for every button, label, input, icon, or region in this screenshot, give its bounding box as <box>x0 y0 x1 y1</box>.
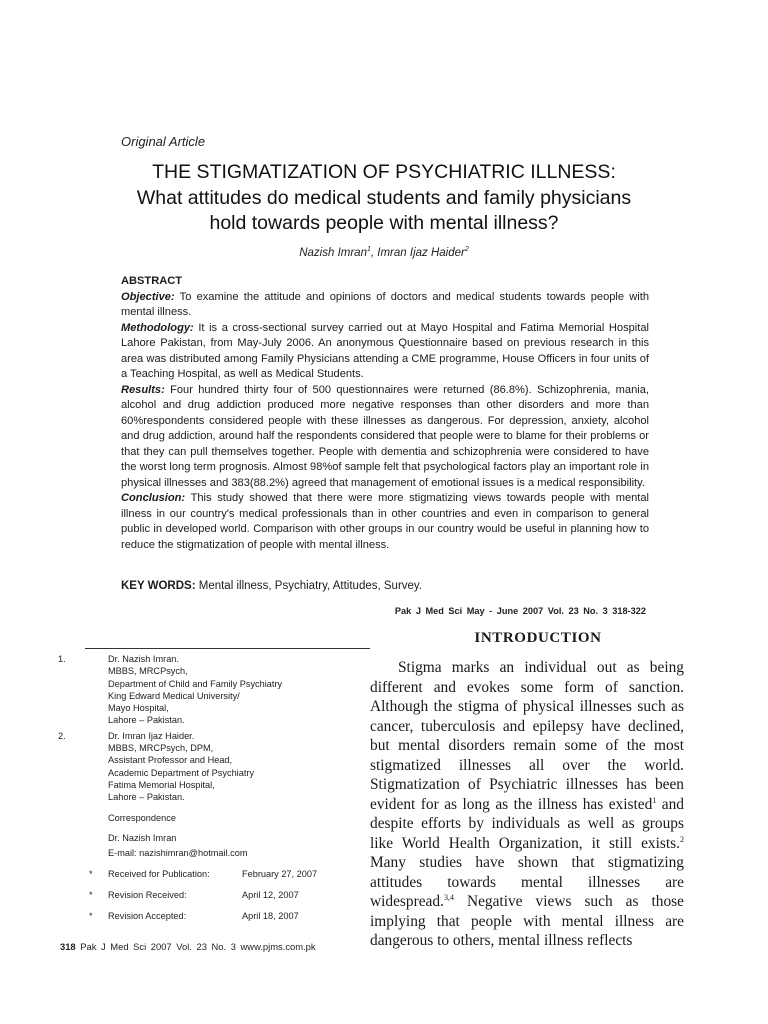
footnote-divider <box>85 648 370 649</box>
author-name: Nazish Imran <box>299 246 367 259</box>
date-label: Received for Publication: <box>108 869 210 879</box>
date-value: April 12, 2007 <box>242 890 299 900</box>
date-row <box>58 911 378 932</box>
affiliation-2 <box>58 730 368 804</box>
correspondence-details <box>58 832 368 860</box>
affiliation-line: Department of Child and Family Psychiatry <box>108 678 283 689</box>
conclusion-text: This study showed that there were more stigmatizing views towards people with mental illness in our country's medical professionals than in other countries and even in comparison to general public in developed world. Comparison with other groups in our country would be useful in planning how to reduce the stigmatization of people with mental illness. <box>121 492 649 551</box>
article-type: Original Article <box>121 134 206 149</box>
page-footer <box>60 941 316 952</box>
date-label: Revision Accepted: <box>108 911 187 921</box>
affiliation-line: Lahore – Pakistan. <box>108 715 185 726</box>
affiliation-line: Dr. Imran Ijaz Haider. <box>108 730 195 741</box>
publication-dates <box>58 869 378 932</box>
correspondence-label: Correspondence <box>108 812 176 823</box>
correspondence-email: E-mail: nazishimran@hotmail.com <box>108 848 248 859</box>
date-row <box>58 890 378 911</box>
affiliation-line: Lahore – Pakistan. <box>108 792 185 803</box>
methodology-label: Methodology: <box>121 321 194 334</box>
abstract <box>121 274 649 553</box>
affiliation-line: Assistant Professor and Head, <box>108 755 233 766</box>
affiliation-line: Academic Department of Psychiatry <box>108 767 255 778</box>
results-text: Four hundred thirty four of 500 questionnaires were returned (86.8%). Schizophrenia, mania, alcohol and drug addiction produced more negative responses than other disorders and more than 60%respondents considered people with these illnesses as dangerous. For depression, anxiety, alcohol and drug addiction, around half the respondents considered that people were to blame for their problems or that they can pull themselves together. People with dementia and schizophrenia were considered to have the worst long term prognosis. Almost 98%of sample felt that psychological factors play an important role in physical illnesses and 383(88.2%) agreed that management of emotional issues is a medical responsibility. <box>121 383 649 489</box>
article-title-line-1: THE STIGMATIZATION OF PSYCHIATRIC ILLNESS: <box>152 161 616 183</box>
body-text: Stigma marks an individual out as being different and evokes some form of sanction. Although the stigma of physical illnesses such as cancer, tuberculosis and epilepsy have declined, but mental disorders remain some of the most stigmatized illnesses all over the world. Stigmatization of Psychiatric illnesses has been evident for as long as the illness has existed <box>370 659 684 813</box>
affiliation-number: 1. <box>58 654 66 664</box>
introduction-heading: INTRODUCTION <box>474 630 602 646</box>
affiliation-number: 2. <box>58 730 66 741</box>
results-label: Results: <box>121 383 165 396</box>
correspondence-name: Dr. Nazish Imran <box>108 832 177 843</box>
keywords-text: Mental illness, Psychiatry, Attitudes, Survey. <box>195 580 423 592</box>
journal-citation: Pak J Med Sci May - June 2007 Vol. 23 No. 3 318-322 <box>394 606 646 616</box>
objective-text: To examine the attitude and opinions of doctors and medical students towards people with mental illness. <box>121 290 649 318</box>
affiliation-1 <box>58 653 368 727</box>
author-affiliation-mark: 1 <box>366 246 371 253</box>
abstract-methodology <box>121 321 649 383</box>
article-title-line-3: hold towards people with mental illness? <box>209 212 559 234</box>
date-row <box>58 869 378 890</box>
date-value: February 27, 2007 <box>242 869 318 879</box>
reference-marker: 1 <box>652 795 657 805</box>
abstract-results <box>121 383 649 492</box>
body-text: Many studies have shown that stigmatizing attitudes towards mental illnesses are widespread. <box>370 854 684 910</box>
bullet-marker: * <box>89 890 93 900</box>
affiliation-line: King Edward Medical University/ <box>108 690 240 701</box>
affiliation-line: Mayo Hospital, <box>108 703 169 714</box>
abstract-conclusion <box>121 491 649 553</box>
reference-marker: 3,4 <box>443 892 454 902</box>
body-text: Negative views such as those implying that people with mental illness are dangerous to others, mental illness reflects <box>370 893 684 949</box>
introduction-body <box>370 658 684 951</box>
body-text: and despite efforts by individuals as well as groups like World Health Organization, it still exists. <box>370 795 684 852</box>
author-affiliation-mark: 2 <box>464 246 469 253</box>
keywords <box>121 580 649 592</box>
date-value: April 18, 2007 <box>242 911 299 921</box>
affiliation-line: Fatima Memorial Hospital, <box>108 779 215 790</box>
introduction-paragraph <box>370 658 684 951</box>
affiliation-line: MBBS, MRCPsych, DPM, <box>108 743 214 754</box>
author-affiliations <box>58 653 368 859</box>
affiliation-line: MBBS, MRCPsych, <box>108 666 188 677</box>
article-title-line-2: What attitudes do medical students and family physicians <box>136 187 632 209</box>
conclusion-label: Conclusion: <box>121 492 186 504</box>
author-list: Nazish Imran$^1$, Imran Ijaz Haider$^2$ <box>299 246 469 259</box>
date-label: Revision Received: <box>108 890 187 900</box>
bullet-marker: * <box>89 911 93 921</box>
bullet-marker: * <box>89 869 93 879</box>
abstract-heading: ABSTRACT <box>121 275 183 287</box>
keywords-label: KEY WORDS: <box>121 580 196 592</box>
author-name: Imran Ijaz Haider <box>377 246 465 259</box>
objective-label: Objective: <box>121 290 175 303</box>
page-number: 318 <box>60 941 76 952</box>
reference-marker: 2 <box>680 834 684 844</box>
footer-text: Pak J Med Sci 2007 Vol. 23 No. 3 www.pjms.com.pk <box>75 941 316 952</box>
affiliation-line: Dr. Nazish Imran. <box>108 654 179 664</box>
methodology-text: It is a cross-sectional survey carried out at Mayo Hospital and Fatima Memorial Hospital Lahore Pakistan, from May-July 2006. An anonymous Questionnaire based on previous research in this area was distributed among Family Physicians attending a CME programme, House Officers in four units of a Teaching Hospital, as well as Medical Students. <box>121 321 649 380</box>
abstract-objective <box>121 290 649 321</box>
